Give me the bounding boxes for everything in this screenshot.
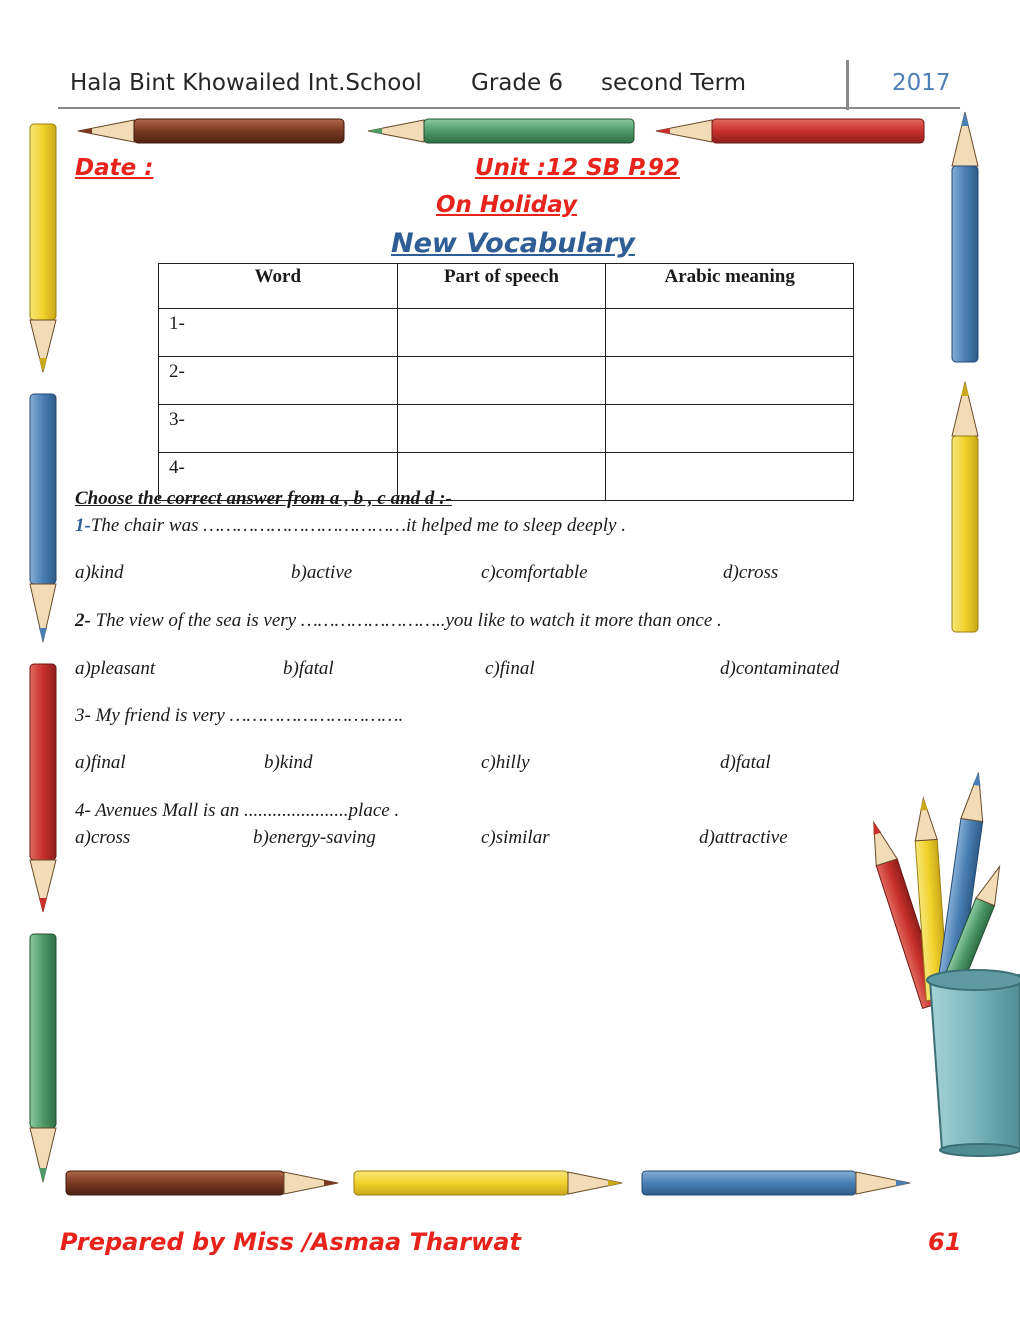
pencil-cup-illustration bbox=[863, 771, 1020, 1156]
option-b[interactable]: b)energy-saving bbox=[253, 827, 376, 848]
question-1 bbox=[75, 515, 626, 537]
option-c[interactable]: c)similar bbox=[481, 827, 550, 848]
table-row bbox=[159, 405, 854, 453]
header-rule bbox=[58, 107, 960, 109]
table-row bbox=[159, 357, 854, 405]
option-a[interactable]: a)pleasant bbox=[75, 658, 156, 679]
pencil-bottom-yellow bbox=[354, 1171, 622, 1195]
exercise-instruction: Choose the correct answer from a , b , c and d :- bbox=[75, 488, 452, 509]
question-text: 4- Avenues Mall is an ......................place . bbox=[75, 800, 400, 821]
pencil-right-yellow bbox=[952, 382, 978, 632]
question-2 bbox=[75, 610, 722, 632]
school-name: Hala Bint Khowailed Int.School bbox=[70, 70, 422, 96]
author-credit: Prepared by Miss /Asmaa Tharwat bbox=[60, 1228, 521, 1256]
column-header-part-of-speech: Part of speech bbox=[397, 264, 606, 309]
date-label: Date : bbox=[75, 155, 154, 181]
option-c[interactable]: c)comfortable bbox=[481, 562, 588, 583]
option-b[interactable]: b)fatal bbox=[283, 658, 334, 679]
option-a[interactable]: a)kind bbox=[75, 562, 124, 583]
arabic-meaning-cell[interactable] bbox=[606, 405, 854, 453]
pencil-right-blue bbox=[952, 112, 978, 362]
term-label: second Term bbox=[601, 70, 747, 96]
unit-label: Unit :12 SB P.92 bbox=[475, 155, 680, 181]
question-text: The view of the sea is very ……………………..you like to watch it more than once . bbox=[90, 610, 722, 631]
option-c[interactable]: c)hilly bbox=[481, 752, 530, 773]
header-divider bbox=[846, 60, 849, 110]
section-title: New Vocabulary bbox=[391, 228, 635, 259]
pencil-left-green bbox=[30, 934, 56, 1182]
part-of-speech-cell[interactable] bbox=[397, 357, 606, 405]
pencil-top-brown bbox=[78, 119, 344, 143]
option-d[interactable]: d)cross bbox=[723, 562, 779, 583]
word-cell[interactable]: 1- bbox=[159, 309, 398, 357]
lesson-title: On Holiday bbox=[436, 192, 578, 218]
part-of-speech-cell[interactable] bbox=[397, 405, 606, 453]
option-a[interactable]: a)cross bbox=[75, 827, 131, 848]
option-b[interactable]: b)active bbox=[291, 562, 353, 583]
word-cell[interactable]: 2- bbox=[159, 357, 398, 405]
pencil-left-red bbox=[30, 664, 56, 912]
grade-label: Grade 6 bbox=[471, 70, 564, 96]
option-d[interactable]: d)fatal bbox=[720, 752, 771, 773]
pencil-left-blue bbox=[30, 394, 56, 642]
word-cell[interactable]: 3- bbox=[159, 405, 398, 453]
part-of-speech-cell[interactable] bbox=[397, 309, 606, 357]
option-d[interactable]: d)attractive bbox=[699, 827, 788, 848]
year-label: 2017 bbox=[892, 70, 951, 96]
question-3 bbox=[75, 705, 403, 727]
pencil-left-yellow bbox=[30, 124, 56, 372]
pencil-bottom-brown bbox=[66, 1171, 338, 1195]
date-field bbox=[75, 155, 351, 181]
pencil-top-red bbox=[656, 119, 924, 143]
question-4 bbox=[75, 800, 399, 822]
question-text: 3- My friend is very …………………………. bbox=[75, 705, 404, 726]
pencil-top-green bbox=[368, 119, 634, 143]
column-header-word: Word bbox=[159, 264, 398, 309]
arabic-meaning-cell[interactable] bbox=[606, 357, 854, 405]
pencil-bottom-blue bbox=[642, 1171, 910, 1195]
table-row bbox=[159, 309, 854, 357]
question-number: 1- bbox=[75, 515, 91, 536]
table-header-row bbox=[159, 264, 854, 309]
word-cell[interactable]: 4- bbox=[159, 453, 398, 501]
arabic-meaning-cell[interactable] bbox=[606, 453, 854, 501]
option-c[interactable]: c)final bbox=[485, 658, 535, 679]
page-number: 61 bbox=[928, 1228, 962, 1256]
question-number: 2- bbox=[75, 610, 91, 631]
option-a[interactable]: a)final bbox=[75, 752, 126, 773]
column-header-arabic-meaning: Arabic meaning bbox=[606, 264, 854, 309]
option-b[interactable]: b)kind bbox=[264, 752, 313, 773]
question-text: The chair was ………………………………it helped me to sleep deeply . bbox=[90, 515, 626, 536]
vocabulary-table bbox=[158, 263, 854, 501]
option-d[interactable]: d)contaminated bbox=[720, 658, 840, 679]
arabic-meaning-cell[interactable] bbox=[606, 309, 854, 357]
